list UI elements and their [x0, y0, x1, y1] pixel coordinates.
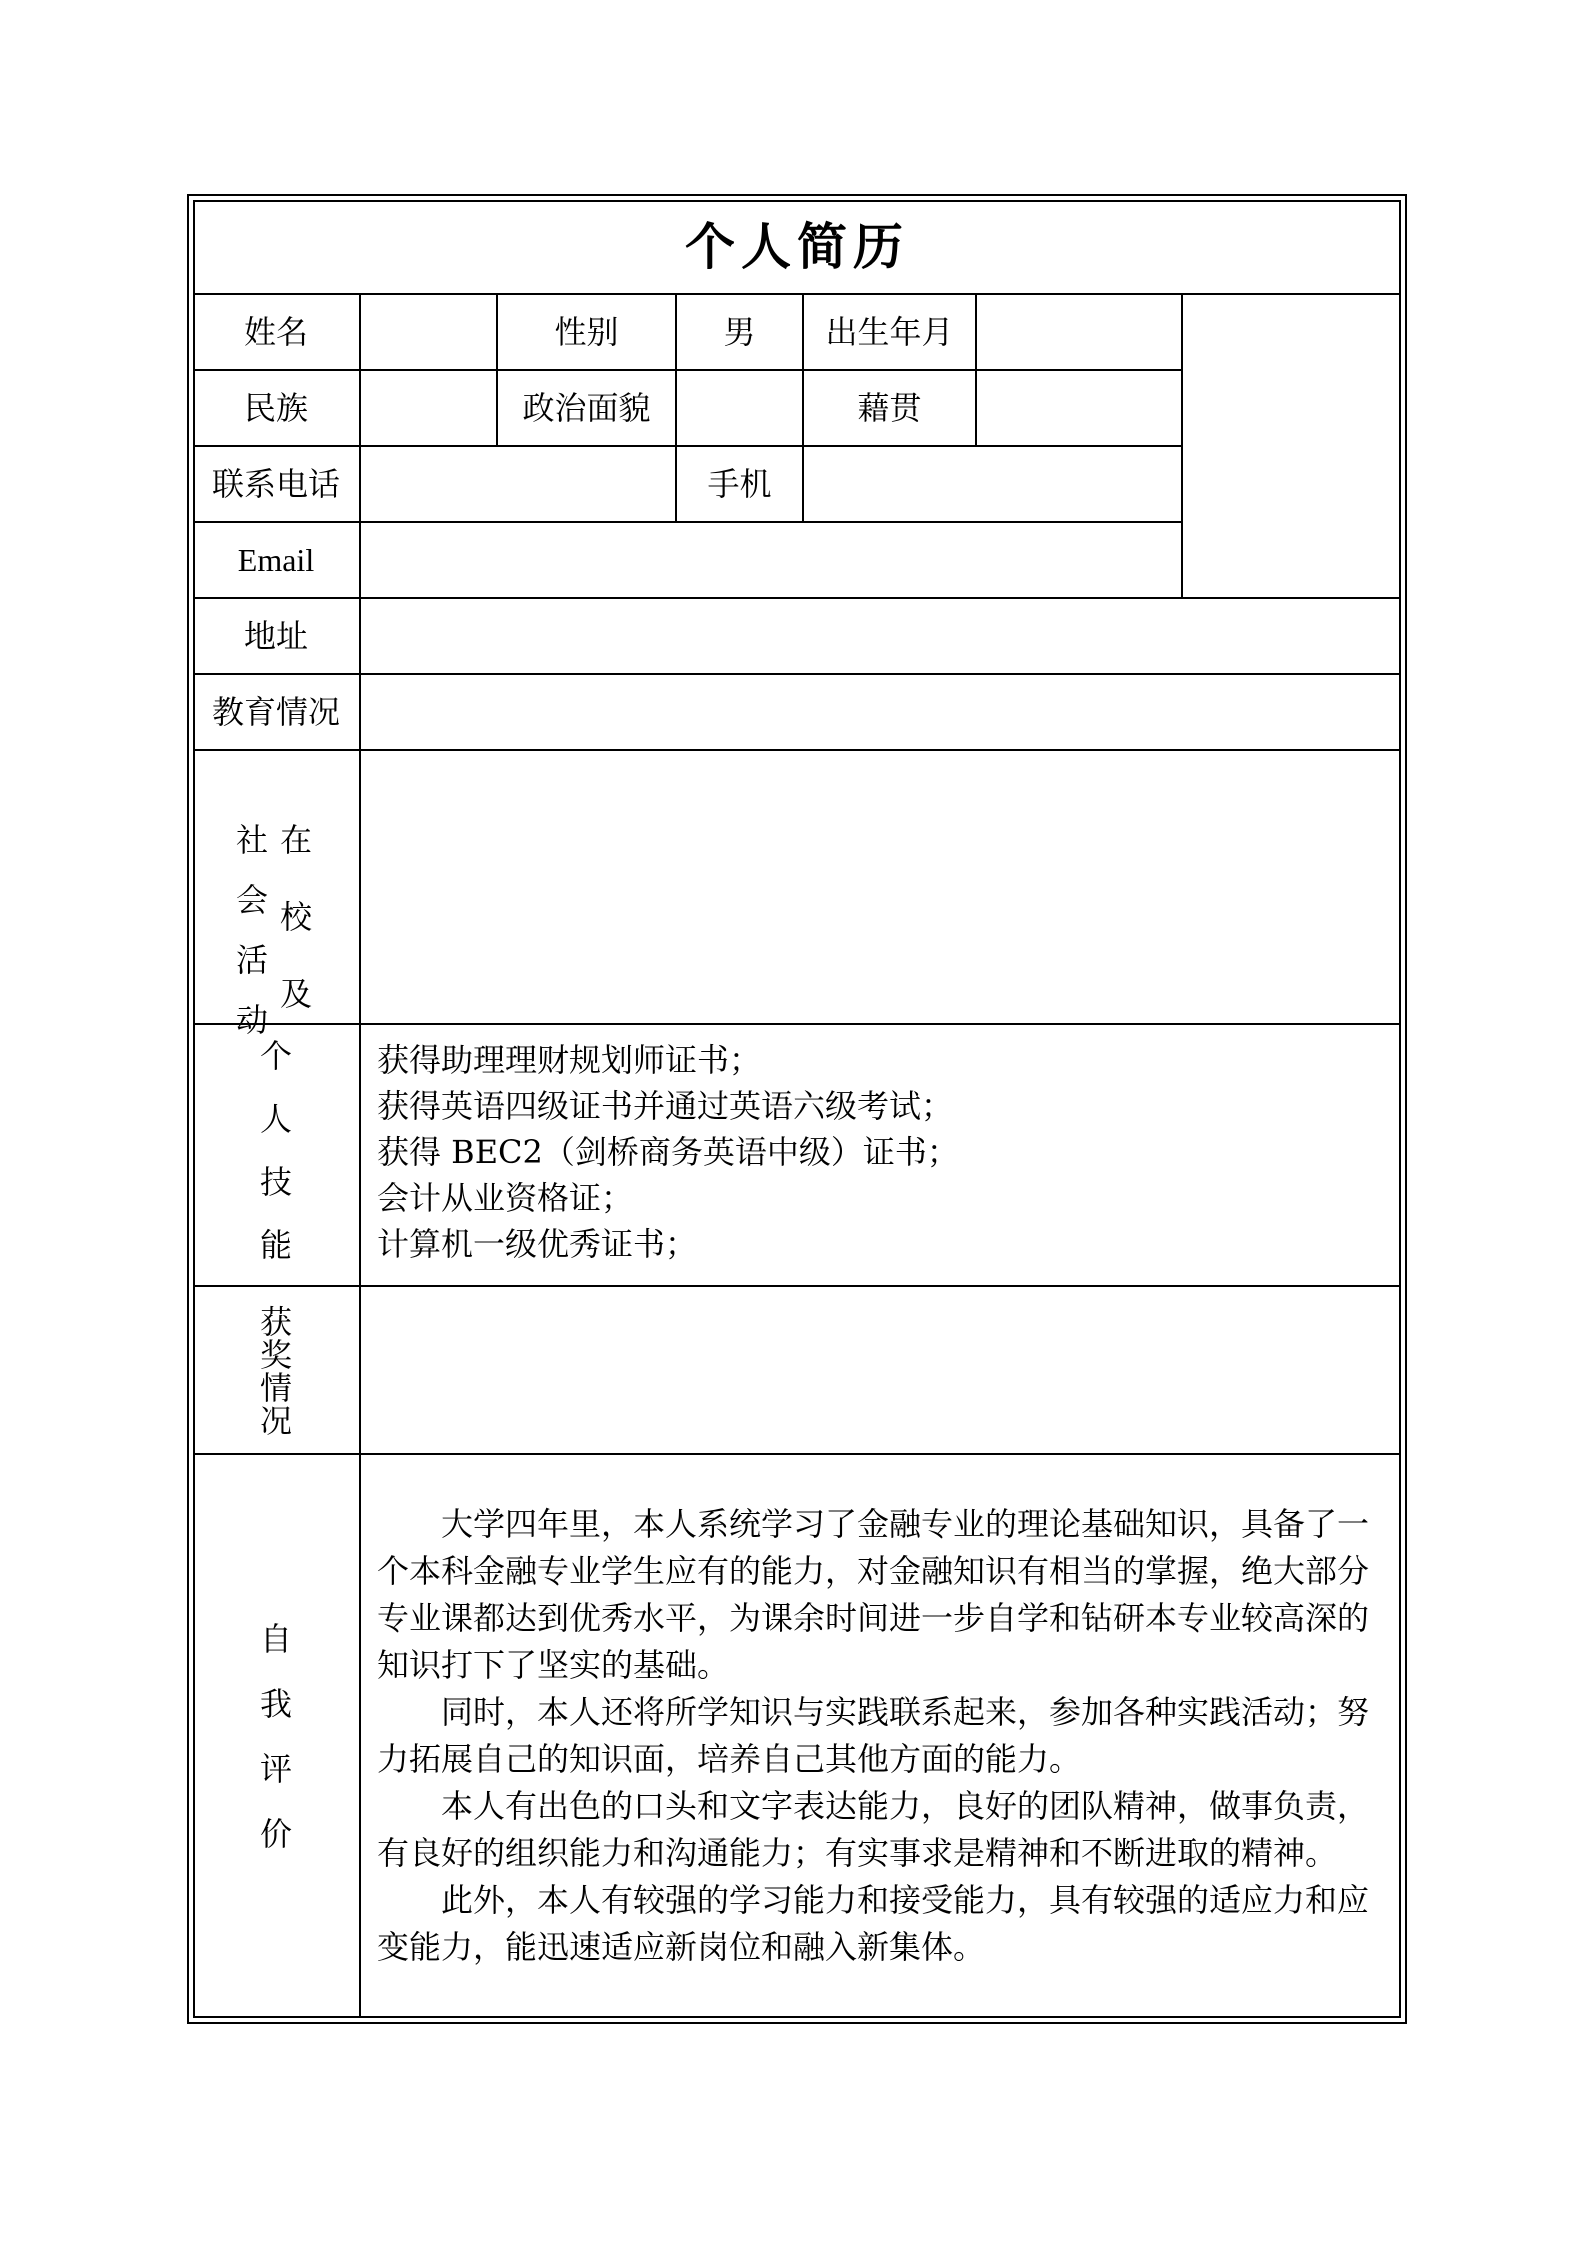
awards-label-char: 情	[259, 1369, 292, 1407]
name-value-cell[interactable]	[361, 295, 496, 369]
self-evaluation-label	[193, 1620, 359, 1853]
resume-title: 个人简历	[685, 216, 909, 276]
name-label: 姓名	[243, 313, 308, 351]
skill-item: 计算机一级优秀证书；	[377, 1225, 698, 1263]
hometown-value-cell[interactable]	[977, 371, 1181, 445]
skills-list	[377, 1037, 959, 1267]
skill-item: 获得 BEC2（剑桥商务英语中级）证书；	[377, 1133, 959, 1171]
address-label: 地址	[243, 617, 308, 655]
awards-value-cell[interactable]	[361, 1287, 1401, 1453]
awards-label-char: 况	[259, 1402, 292, 1440]
skills-label-char: 技	[259, 1163, 292, 1201]
activities-label-char: 在	[280, 821, 313, 859]
birth-date-value-cell[interactable]	[977, 295, 1181, 369]
activities-label-char: 及	[280, 975, 313, 1013]
mobile-label: 手机	[707, 465, 772, 503]
mobile-value-cell[interactable]	[804, 447, 1181, 521]
self-evaluation-paragraph: 本人有出色的口头和文字表达能力，良好的团队精神，做事负责，有良好的组织能力和沟通能力；有实事求是精神和不断进取的精神。	[377, 1787, 1370, 1872]
gender-label: 性别	[554, 313, 619, 351]
skill-item: 获得助理理财规划师证书；	[377, 1041, 762, 1079]
education-label: 教育情况	[211, 693, 340, 731]
education-value-cell[interactable]	[361, 675, 1401, 749]
phone-value-cell[interactable]	[361, 447, 675, 521]
skills-label-char: 个	[259, 1037, 292, 1075]
email-label: Email	[237, 542, 315, 578]
political-status-label: 政治面貌	[522, 389, 651, 427]
self-evaluation-text	[377, 1501, 1389, 1971]
row-divider	[193, 1453, 1401, 1455]
activities-label-char: 动	[236, 1001, 269, 1039]
skills-label-char: 人	[259, 1100, 292, 1138]
row-divider	[193, 1023, 1401, 1025]
self-evaluation-paragraph: 大学四年里，本人系统学习了金融专业的理论基础知识，具备了一个本科金融专业学生应有的能力，对金融知识有相当的掌握，绝大部分专业课都达到优秀水平，为课余时间进一步自学和钻研本专业较高深的知识打下了坚实的基础。	[377, 1505, 1370, 1684]
activities-label-char: 活	[236, 941, 269, 979]
phone-label: 联系电话	[211, 465, 340, 503]
birth-date-label: 出生年月	[825, 313, 954, 351]
activities-label-char: 校	[280, 898, 313, 936]
gender-value[interactable]: 男	[723, 313, 756, 351]
ethnicity-label: 民族	[243, 389, 308, 427]
photo-cell[interactable]	[1183, 295, 1401, 597]
activities-label-char: 会	[236, 881, 269, 919]
awards-label-char: 奖	[259, 1336, 292, 1374]
self-evaluation-label-char: 我	[259, 1685, 292, 1723]
awards-label	[193, 1303, 359, 1440]
activities-label	[236, 815, 312, 1041]
address-value-cell[interactable]	[361, 599, 1401, 673]
skill-item: 会计从业资格证；	[377, 1179, 634, 1217]
awards-label-char: 获	[259, 1303, 292, 1341]
self-evaluation-paragraph: 此外，本人有较强的学习能力和接受能力，具有较强的适应力和应变能力，能迅速适应新岗位和融入新集体。	[377, 1881, 1370, 1966]
skill-item: 获得英语四级证书并通过英语六级考试；	[377, 1087, 954, 1125]
ethnicity-value-cell[interactable]	[361, 371, 496, 445]
skills-label	[193, 1037, 359, 1264]
self-evaluation-label-char: 价	[259, 1815, 292, 1853]
political-status-value-cell[interactable]	[677, 371, 802, 445]
skills-label-char: 能	[259, 1226, 292, 1264]
self-evaluation-paragraph: 同时，本人还将所学知识与实践联系起来，参加各种实践活动；努力拓展自己的知识面，培养自己其他方面的能力。	[377, 1693, 1370, 1778]
hometown-label: 藉贯	[857, 389, 922, 427]
activities-value-cell[interactable]	[361, 751, 1401, 1023]
email-value-cell[interactable]	[361, 523, 1181, 597]
activities-label-char: 社	[236, 821, 269, 859]
self-evaluation-label-char: 自	[259, 1620, 292, 1658]
self-evaluation-label-char: 评	[259, 1750, 292, 1788]
